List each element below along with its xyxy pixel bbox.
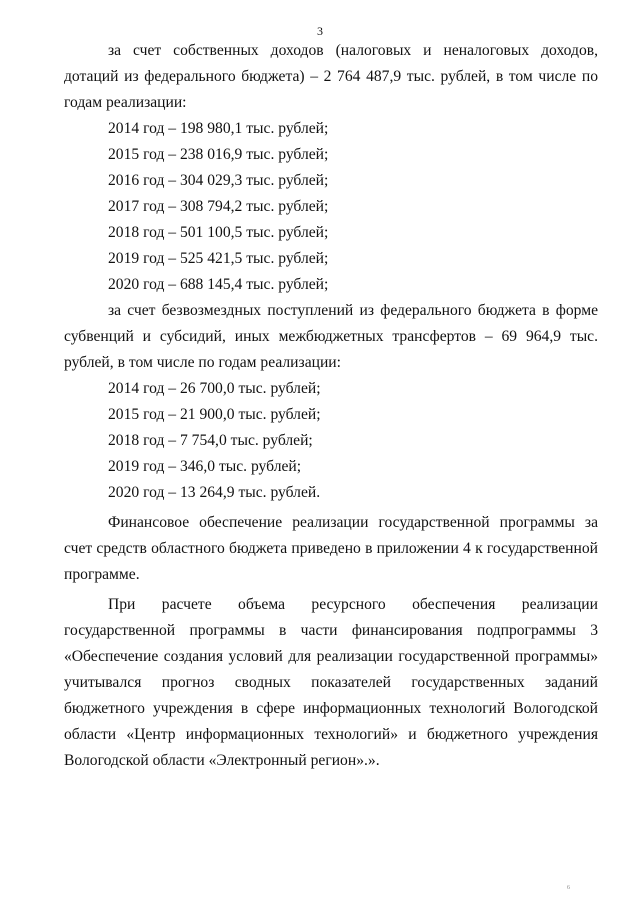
own-funds-year-2017: 2017 год – 308 794,2 тыс. рублей; (108, 198, 329, 215)
federal-funds-paragraph (64, 298, 598, 376)
federal-funds-text: за счет безвозмездных поступлений из федерального бюджета в форме субвенций и субсидий, иных межбюджетных трансфертов – 69 964,9 тыс. рублей, в том числе по годам реализации: (64, 302, 598, 371)
own-funds-year-2015: 2015 год – 238 016,9 тыс. рублей; (108, 146, 329, 163)
corner-mark: 6 (567, 885, 570, 891)
federal-funds-year-2019: 2019 год – 346,0 тыс. рублей; (108, 458, 302, 475)
financing-note-text: Финансовое обеспечение реализации государственной программы за счет средств областного бюджета приведено в приложении 4 к государственной программе. (64, 514, 598, 583)
own-funds-year-2016: 2016 год – 304 029,3 тыс. рублей; (108, 172, 329, 189)
own-funds-year-2020: 2020 год – 688 145,4 тыс. рублей; (108, 276, 329, 293)
federal-funds-year-2015: 2015 год – 21 900,0 тыс. рублей; (108, 406, 321, 423)
calculation-note-paragraph (64, 592, 598, 774)
page-number: 3 (317, 24, 323, 38)
calculation-note-text: При расчете объема ресурсного обеспечения реализации государственной программы в части финансирования подпрограммы 3 «Обеспечение создания условий для реализации государственной программы» учитывался прогноз сводных показателей государственных заданий бюджетного учреждения в сфере информационных технологий Вологодской области «Центр информационных технологий» и бюджетного учреждения Вологодской области «Электронный регион».». (64, 596, 598, 769)
financing-note-paragraph (64, 510, 598, 588)
own-funds-paragraph (64, 38, 598, 116)
own-funds-year-2018: 2018 год – 501 100,5 тыс. рублей; (108, 224, 329, 241)
own-funds-year-2014: 2014 год – 198 980,1 тыс. рублей; (108, 120, 329, 137)
federal-funds-year-2014: 2014 год – 26 700,0 тыс. рублей; (108, 380, 321, 397)
federal-funds-year-2020: 2020 год – 13 264,9 тыс. рублей. (108, 484, 321, 501)
own-funds-year-2019: 2019 год – 525 421,5 тыс. рублей; (108, 250, 329, 267)
own-funds-text: за счет собственных доходов (налоговых и неналоговых доходов, дотаций из федерального бюджета) – 2 764 487,9 тыс. рублей, в том числе по годам реализации: (64, 42, 598, 111)
federal-funds-year-2018: 2018 год – 7 754,0 тыс. рублей; (108, 432, 313, 449)
